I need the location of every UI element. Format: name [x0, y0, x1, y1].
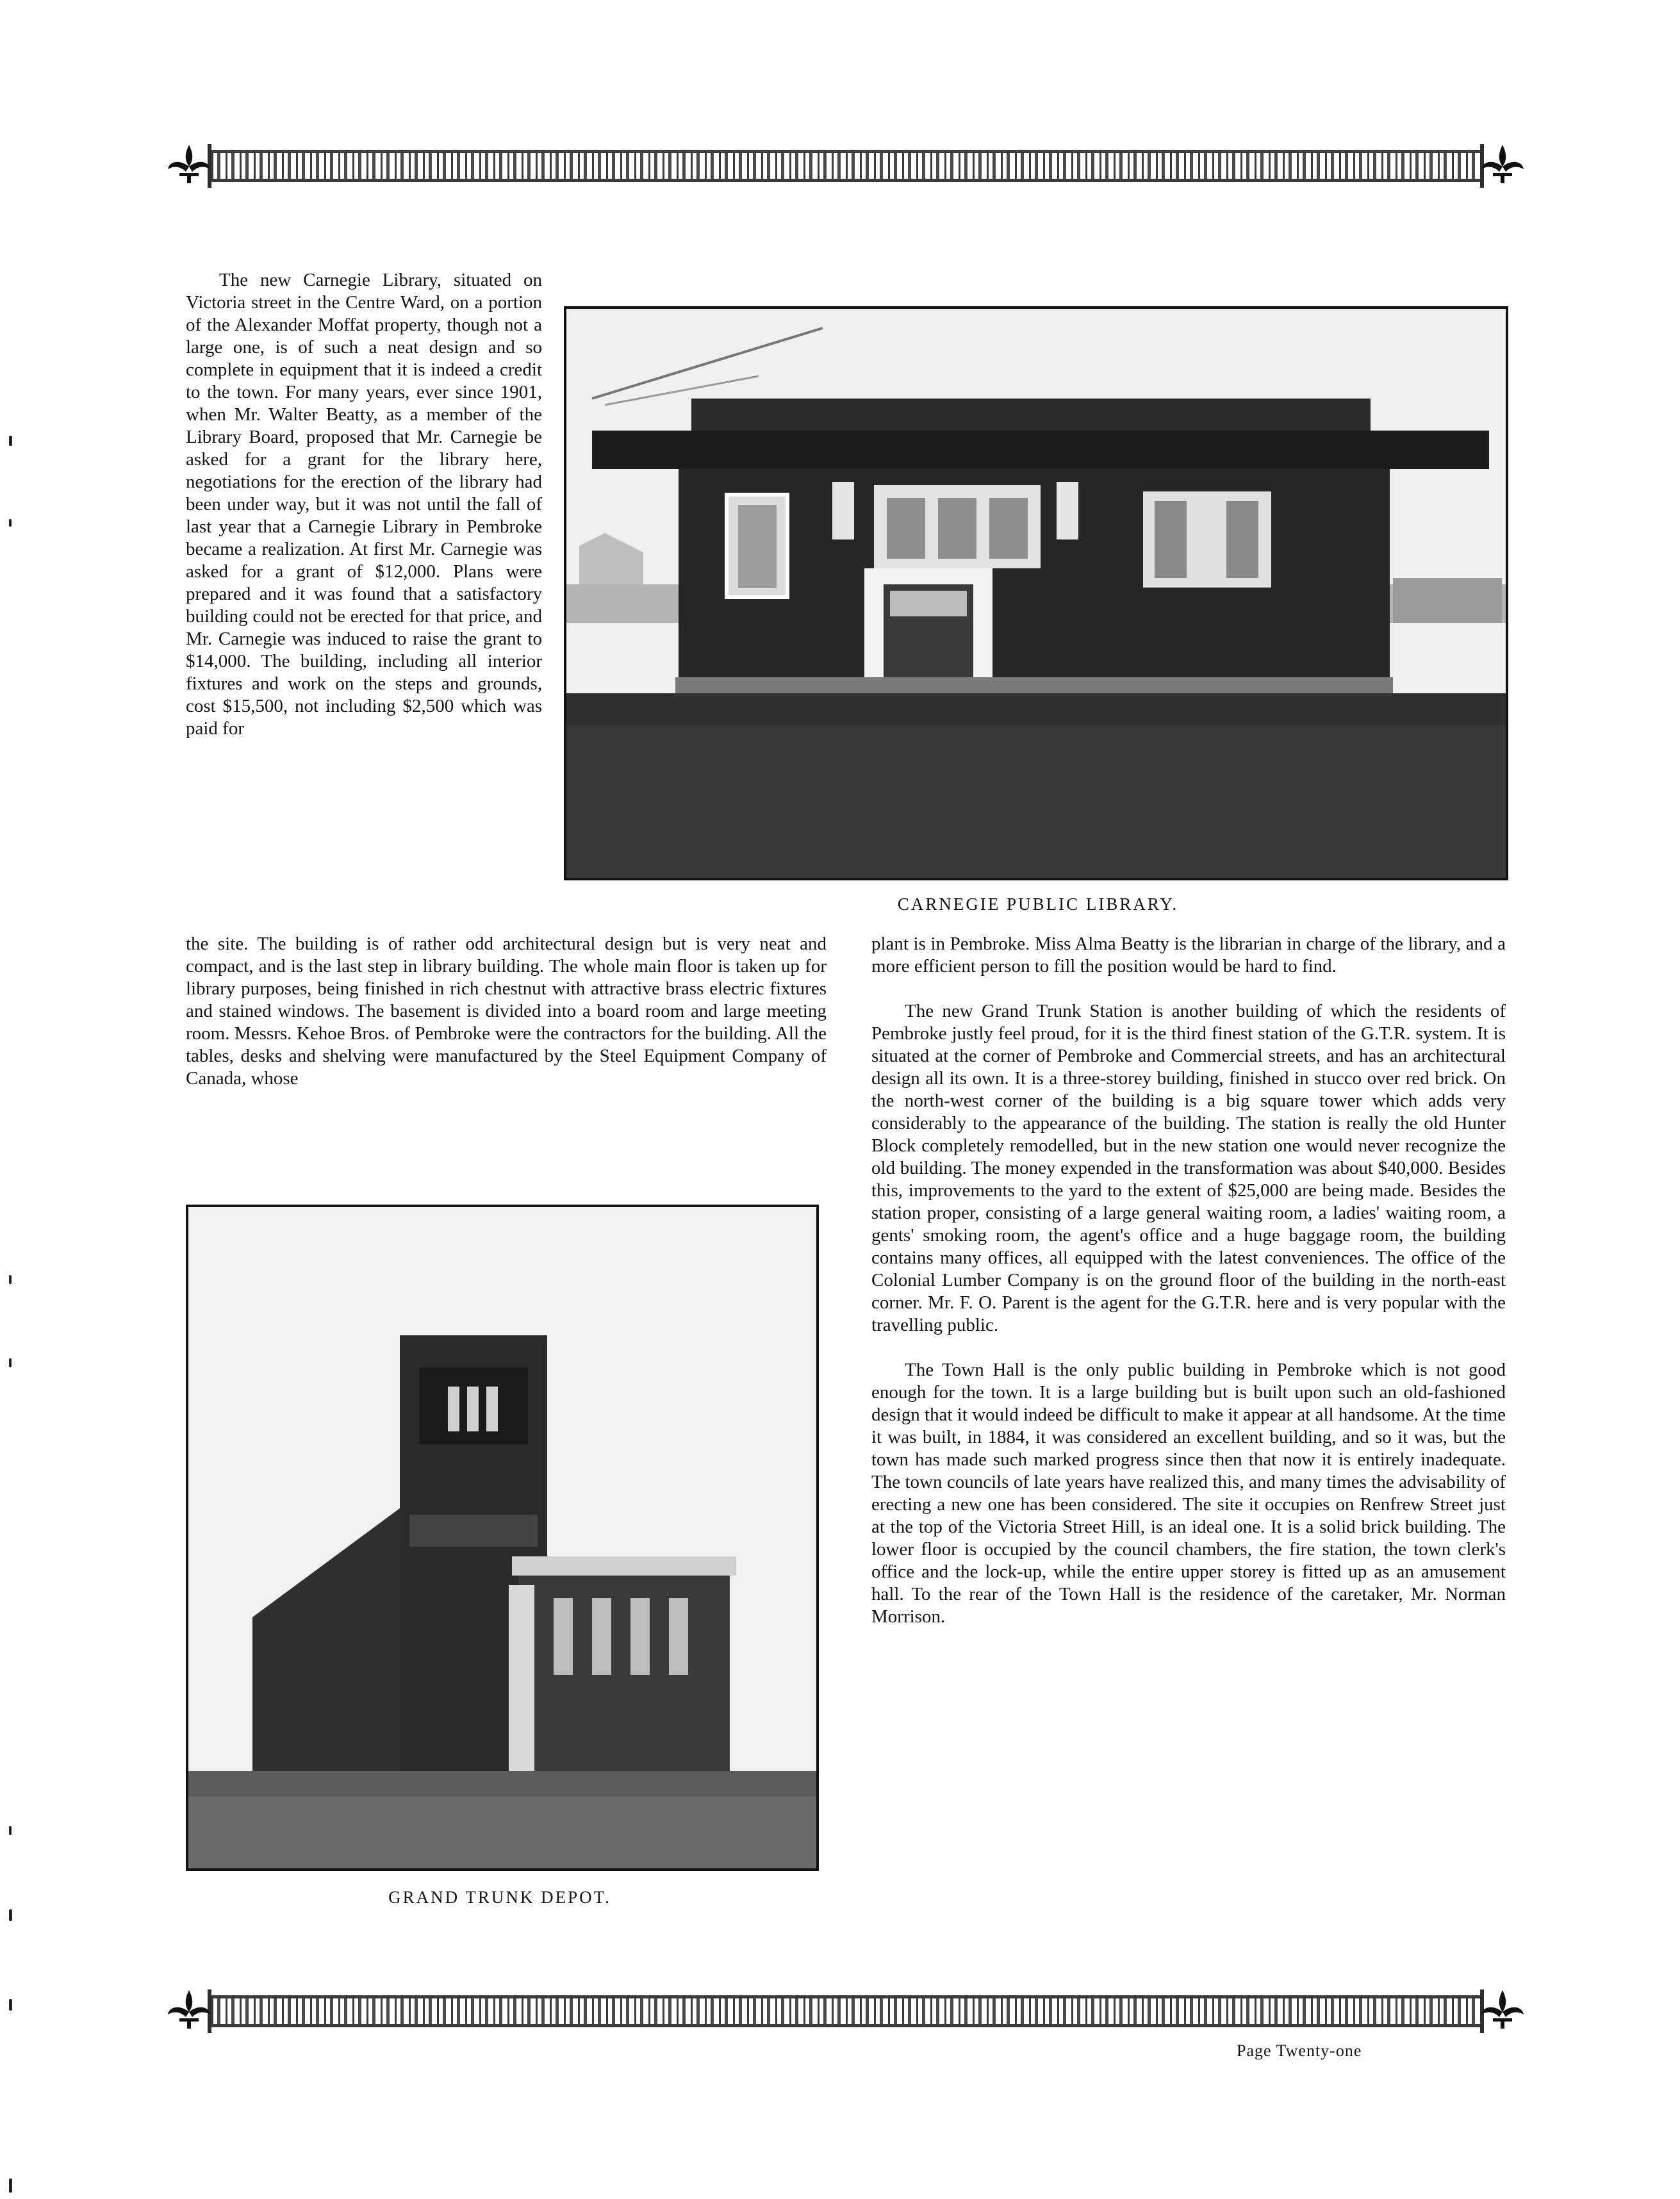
page-number: Page Twenty-one: [1237, 2041, 1362, 2060]
scan-speck: [9, 1275, 12, 1284]
library-photo-caption: CARNEGIE PUBLIC LIBRARY.: [897, 894, 1179, 914]
library-paragraph-wide: the site. The building is of rather odd architectural design but is very neat and compact, and is the last step in library building. The whole main floor is taken up for library purposes, being finished in rich chestnut with attractive brass electric fixtures and stained windows. The basement is divided into a board room and large meeting room. Messrs. Kehoe Bros. of Pembroke were the contractors for the building. All the tables, desks and shelving were manufactured by the Steel Equipment Company of Canada, whose: [186, 934, 827, 1089]
scan-speck: [9, 1826, 12, 1835]
top-ornamental-border: [160, 141, 1531, 186]
station-paragraph: The new Grand Trunk Station is another building of which the residents of Pembroke justly feel proud, for it is the third finest station of the G.T.R. system. It is situated at the corner of Pembroke and Commercial streets, and has an architectural design all its own. It is a three-storey building, finished in stucco over red brick. On the north-west corner of the building is a big square tower which adds very considerably to the appearance of the building. The station is really the old Hunter Block completely remodelled, but in the new station one would never recognize the old building. The money expended in the transformation was about $40,000. Besides this, improvements to the yard to the extent of $25,000 are being made. Besides the station proper, consisting of a large general waiting room, a ladies' waiting room, a gents' smoking room, the agent's office and a huge baggage room, the building contains many offices, all equipped with the latest conveniences. The office of the Colonial Lumber Company is on the ground floor of the building in the north-east corner. Mr. F. O. Parent is the agent for the G.T.R. here and is very popular with the travelling public.: [871, 1001, 1506, 1335]
ornamental-strip: [211, 150, 1480, 182]
town-hall-paragraph: The Town Hall is the only public building in Pembroke which is not good enough for the town. It is a large building but is built upon such an old-fashioned design that it would indeed be difficult to make it appear at all handsome. At the time it was built, in 1884, it was considered an excellent building, and so it was, but the town has made such marked progress since then that now it is entirely inadequate. The town councils of late years have realized this, and many times the advisability of erecting a new one has been considered. The site it occupies on Renfrew Street just at the top of the Victoria Street Hill, is an ideal one. It is a solid brick building. The lower floor is occupied by the council chambers, the fire station, the town clerk's office and the lock-up, while the entire upper storey is fitted up as an amusement hall. To the rear of the Town Hall is the residence of the caretaker, Mr. Norman Morrison.: [871, 1360, 1506, 1627]
scan-speck: [9, 1358, 12, 1367]
scan-speck: [9, 519, 12, 527]
library-paragraph-top: The new Carnegie Library, situated on Victoria street in the Centre Ward, on a portion of the Alexander Moffat property, though not a large one, is of such a neat design and so complete in equipment that it is indeed a credit to the town. For many years, ever since 1901, when Mr. Walter Beatty, as a member of the Library Board, proposed that Mr. Carnegie be asked for a grant for the library here, negotiations for the erection of the library had been under way, but it was not until the fall of last year that a Carnegie Library in Pembroke became a realization. At first Mr. Carnegie was asked for a grant of $12,000. Plans were prepared and it was found that a satisfactory building could not be erected for that price, and Mr. Carnegie was induced to raise the grant to $14,000. The building, including all interior fixtures and work on the steps and grounds, cost $15,500, not including $2,500 which was paid for: [186, 270, 542, 739]
carnegie-library-photo: [564, 306, 1508, 880]
ornamental-strip: [211, 1995, 1480, 2027]
bottom-ornamental-border: [160, 1986, 1531, 2031]
scan-speck: [9, 436, 12, 446]
library-paragraph-continued: plant is in Pembroke. Miss Alma Beatty is the librarian in charge of the library, and a more efficient person to fill the position would be hard to find.: [871, 934, 1506, 976]
depot-photo-caption: GRAND TRUNK DEPOT.: [388, 1888, 611, 1907]
grand-trunk-depot-photo: [186, 1205, 819, 1871]
scan-speck: [9, 1909, 12, 1921]
fleur-de-lis-icon: [1474, 1986, 1531, 2031]
right-column-text: [871, 933, 1506, 1628]
fleur-de-lis-icon: [1474, 141, 1531, 186]
scan-speck: [9, 2178, 12, 2193]
scan-speck: [9, 1999, 12, 2011]
